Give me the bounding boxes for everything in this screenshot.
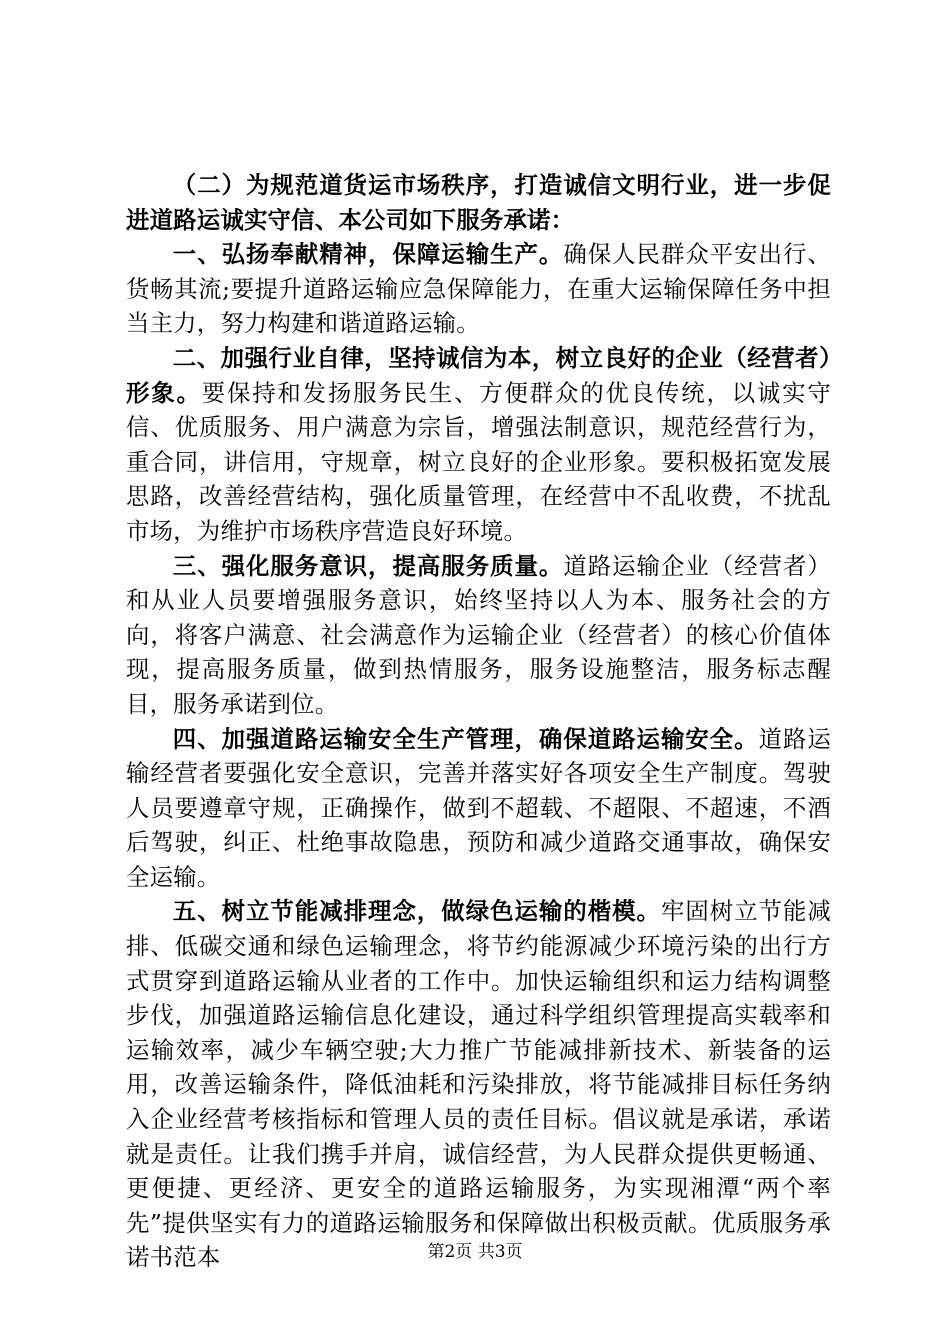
commitment-heading-3: 三、强化服务意识，提高服务质量。 bbox=[172, 551, 564, 580]
commitment-body-2: 要保持和发扬服务民生、方便群众的优良传统，以诚实守信、优质服务、用户满意为宗旨，增强法制意识，规范经营行为，重合同，讲信用，守规章，树立良好的企业形象。要积极拓宽发展思路，改善经营结构，强化质量管理，在经营中不乱收费，不扰乱市场，为维护市场秩序营造良好环境。 bbox=[126, 378, 831, 545]
page-number-label: 第2页 共3页 bbox=[427, 1242, 523, 1262]
commitment-paragraph-2 bbox=[126, 341, 831, 549]
commitment-paragraph-4 bbox=[126, 722, 831, 895]
intro-paragraph bbox=[126, 168, 831, 237]
commitment-body-3: 道路运输企业（经营者）和从业人员要增强服务意识，始终坚持以人为本、服务社会的方向，将客户满意、社会满意作为运输企业（经营者）的核心价值体现，提高服务质量，做到热情服务，服务设施整洁，服务标志醒目，服务承诺到位。 bbox=[126, 551, 831, 718]
commitment-heading-5: 五、树立节能减排理念，做绿色运输的楷模。 bbox=[172, 897, 661, 926]
commitment-paragraph-1 bbox=[126, 237, 831, 341]
document-body bbox=[126, 168, 831, 1275]
intro-text: （二）为规范道货运市场秩序，打造诚信文明行业，进一步促进道路运诚实守信、本公司如下服务承诺： bbox=[126, 171, 831, 234]
commitment-body-5: 牢固树立节能减排、低碳交通和绿色运输理念，将节约能源减少环境污染的出行方式贯穿到道路运输从业者的工作中。加快运输组织和运力结构调整步伐，加强道路运输信息化建设，通过科学组织管理提高实载率和运输效率，减少车辆空驶;大力推广节能减排新技术、新装备的运用，改善运输条件，降低油耗和污染排放，将节能减排目标任务纳入企业经营考核指标和管理人员的责任目标。倡议就是承诺，承诺就是责任。让我们携手并肩，诚信经营，为人民群众提供更畅通、更便捷、更经济、更安全的道路运输服务，为实现湘潭“两个率先”提供坚实有力的道路运输服务和保障做出积极贡献。优质服务承诺书范本 bbox=[126, 897, 832, 1272]
commitment-heading-4: 四、加强道路运输安全生产管理，确保道路运输安全。 bbox=[172, 724, 759, 753]
commitment-paragraph-5 bbox=[126, 894, 831, 1275]
commitment-body-1: 确保人民群众平安出行、货畅其流;要提升道路运输应急保障能力，在重大运输保障任务中担当主力，努力构建和谐道路运输。 bbox=[126, 240, 831, 338]
commitment-heading-2: 二、加强行业自律，坚持诚信为本，树立良好的企业（经营者）形象。 bbox=[126, 343, 831, 407]
commitment-body-4: 道路运输经营者要强化安全意识，完善并落实好各项安全生产制度。驾驶人员要遵章守规，正确操作，做到不超载、不超限、不超速，不酒后驾驶，纠正、杜绝事故隐患，预防和减少道路交通事故，确保安全运输。 bbox=[126, 724, 831, 891]
page-footer bbox=[0, 1240, 950, 1264]
commitment-heading-1: 一、弘扬奉献精神，保障运输生产。 bbox=[172, 240, 564, 269]
commitment-paragraph-3 bbox=[126, 549, 831, 722]
